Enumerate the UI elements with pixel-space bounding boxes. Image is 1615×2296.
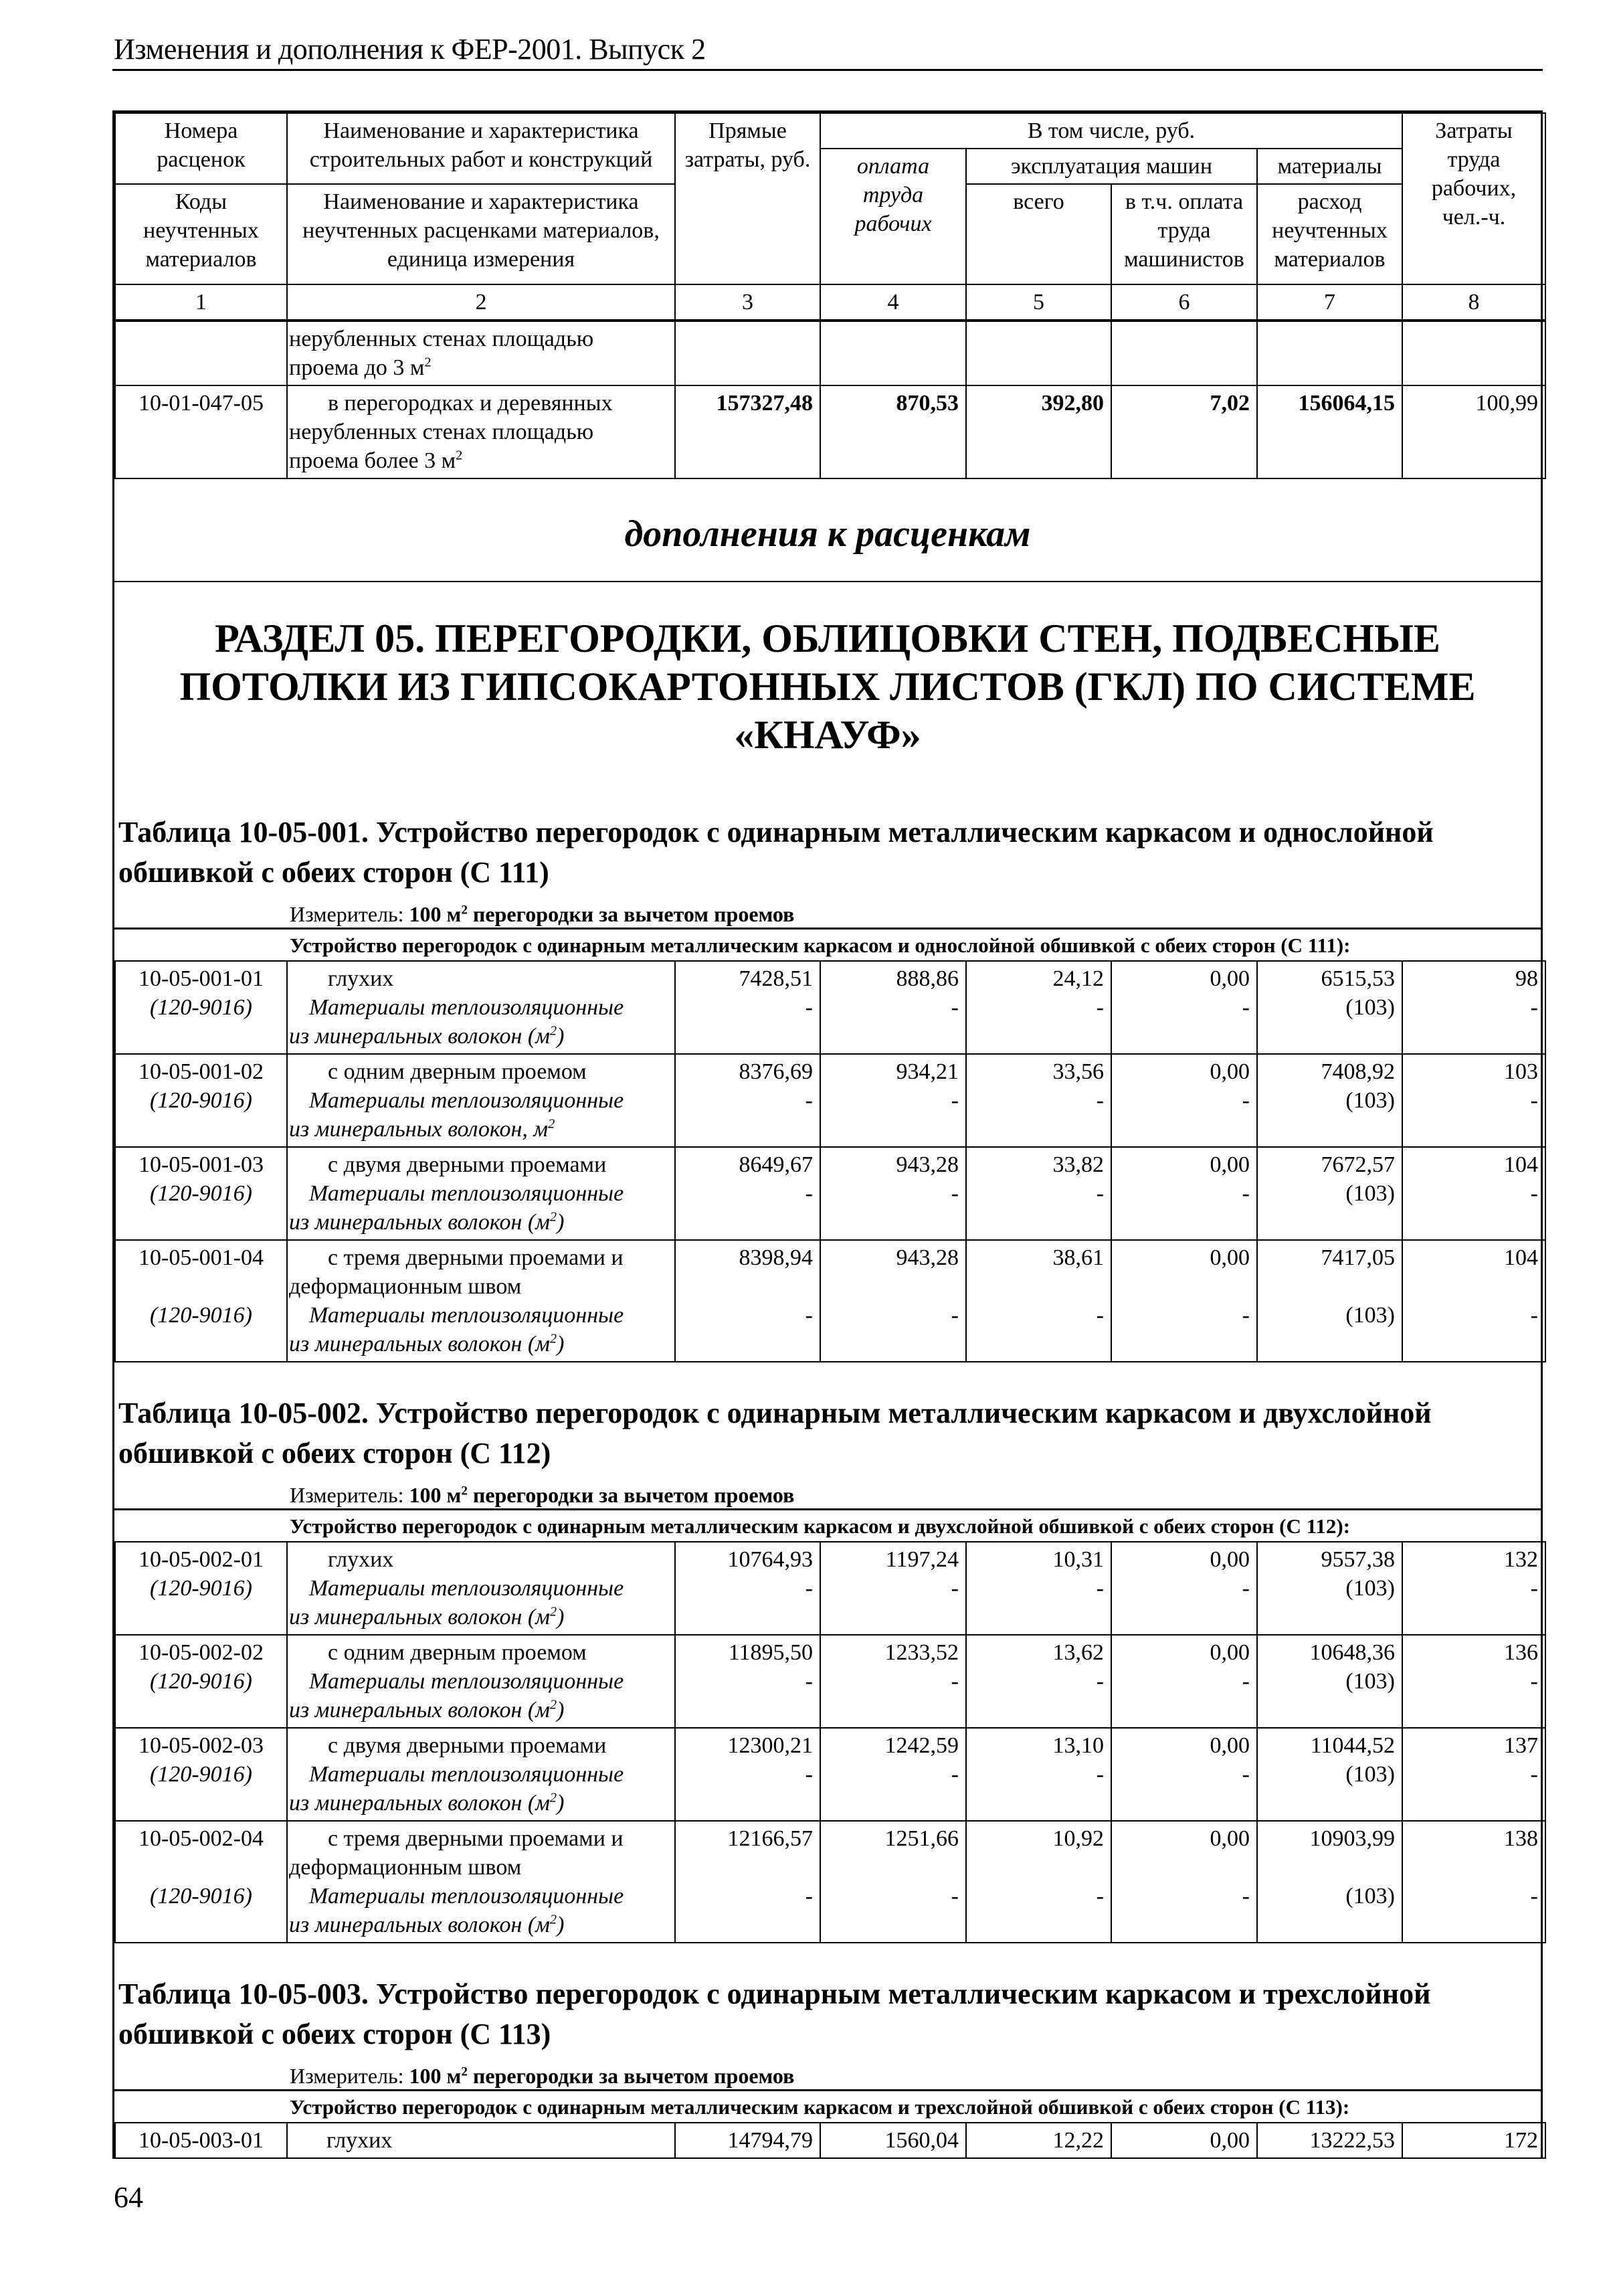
material-name: из минеральных волокон $(м^2)$ [289,1209,565,1235]
materials-cost: 11044,52 [1310,1733,1395,1758]
material-name: Материалы теплоизоляционные [309,1884,624,1909]
header-group-including: В том числе, руб. [820,113,1402,149]
header-col2-top: Наименование и характеристика строительных работ и конструкций [287,113,675,184]
labor-hours: 98 [1515,966,1538,991]
labor-pay: 1197,24 [885,1547,959,1572]
section-title: РАЗДЕЛ 05. ПЕРЕГОРОДКИ, ОБЛИЦОВКИ СТЕН, ПОДВЕСНЫЕ ПОТОЛКИ ИЗ ГИПСОКАРТОННЫХ ЛИСТОВ (ГКЛ) ПО СИСТЕМЕ «КНАУФ» [179,616,1476,757]
rates-table-10-05-003 [114,2122,1546,2159]
column-number: 3 [675,284,820,320]
direct-costs: 7428,51 [739,966,813,991]
meter: Измеритель: 100 $м^2$ перегородки за вычетом проемов [114,2054,1541,2091]
labor-pay: 888,86 [896,966,959,991]
labor-pay: 943,28 [896,1245,959,1270]
machines-total: 24,12 [1052,966,1104,991]
labor-hours: 104 [1504,1152,1538,1177]
materials-cost: 10903,99 [1309,1826,1395,1851]
header-col6: в т.ч. оплата труда машинистов [1111,184,1257,284]
column-number: 6 [1111,284,1257,320]
labor-hours: 132 [1504,1547,1538,1572]
rate-code: 10-05-002-02 [138,1640,264,1665]
labor-pay: 1251,66 [884,1826,959,1851]
pricing-sheet [112,110,1543,2159]
rate-code: 10-05-001-02 [138,1059,264,1084]
header-group-machines: эксплуатация машин [966,149,1257,184]
work-name: нерубленных стенах площадью [289,327,594,351]
machinists-pay: 0,00 [1210,1245,1250,1270]
machinists-pay: 0,00 [1111,2123,1257,2158]
rate-code [115,321,287,385]
table-row [115,321,1545,385]
rates-table-10-05-002 [114,1541,1546,1943]
material-name: из минеральных волокон $(м^2)$ [289,1912,565,1937]
labor-hours: 104 [1504,1245,1538,1270]
header-col4: оплата труда рабочих [820,149,966,284]
machines-total: 33,56 [1052,1059,1104,1084]
rates-table-10-05-001 [114,960,1546,1362]
material-name: Материалы теплоизоляционные [309,1088,624,1113]
table-title: Таблица 10-05-001. Устройство перегородок с одинарным металлическим каркасом и однослойной обшивкой с обеих сторон (С 111) [118,816,1434,889]
work-name: с двумя дверными проемами [328,1733,607,1758]
machines-total: 10,92 [1052,1826,1104,1851]
material-qty: (103) [1345,1088,1395,1113]
material-name: Материалы теплоизоляционные [309,1762,624,1787]
labor-pay: 1560,04 [820,2123,966,2158]
table-row: 10-05-001-04 (120-9016) с тремя дверными проемами и деформационным швом Материалы теплоизоляционные из минеральных волокон $(м^2)$ 8398,94 - 943,28 - 38,61 - 0,00 - 7417,05 (103) 104 - [115,1240,1545,1362]
direct-costs: 11895,50 [728,1640,813,1665]
material-name: Материалы теплоизоляционные [309,1181,624,1206]
column-number: 1 [115,284,287,320]
table-row [115,385,1545,478]
labor-hours: 138 [1504,1826,1538,1851]
material-name: из минеральных волокон $(м^2)$ [289,1604,565,1629]
rate-code: 10-05-003-01 [115,2123,287,2158]
work-name: с одним дверным проемом [328,1059,587,1084]
material-name: из минеральных волокон $(м^2)$ [289,1697,565,1723]
group-heading: Устройство перегородок с одинарным металлическим каркасом и трехслойной обшивкой с обеих сторон (С 113): [290,2095,1350,2119]
material-name: Материалы теплоизоляционные [309,1576,624,1601]
table-row: 10-05-002-01 (120-9016) глухих Материалы теплоизоляционные из минеральных волокон $(м^2)$ 10764,93 - 1197,24 - 10,31 - 0,00 - 9557,38 (103) 132 - [115,1542,1545,1635]
column-number: 5 [966,284,1111,320]
labor-hours: 136 [1504,1640,1538,1665]
header-col1-top: Номера расценок [115,113,287,184]
machinists-pay: 0,00 [1210,1059,1250,1084]
labor-hours: 137 [1504,1733,1538,1758]
machines-total: 13,62 [1052,1640,1104,1665]
material-name: Материалы теплоизоляционные [309,995,624,1020]
machinists-pay: 0,00 [1210,1733,1250,1758]
labor-pay: 1242,59 [884,1733,959,1758]
work-name: деформационным швом [289,1274,522,1299]
material-name: из минеральных волокон $(м^2)$ [289,1023,565,1049]
table-title: Таблица 10-05-003. Устройство перегородок с одинарным металлическим каркасом и трехслойной обшивкой с обеих сторон (С 113) [118,1977,1431,2050]
material-name: из минеральных волокон $(м^2)$ [289,1790,565,1816]
header-col1-bottom: Коды неучтенных материалов [115,184,287,284]
direct-costs: 10764,93 [727,1547,813,1572]
rate-code: 10-05-002-01 [138,1547,264,1572]
material-code: (120-9016) [150,1762,252,1787]
rate-code: 10-01-047-05 [115,385,287,478]
direct-costs: 8649,67 [739,1152,813,1177]
material-qty: (103) [1345,1303,1395,1328]
work-name: с двумя дверными проемами [328,1152,607,1177]
labor-pay: 1233,52 [884,1640,959,1665]
page-number: 64 [114,2181,143,2214]
materials-cost: 7408,92 [1321,1059,1395,1084]
material-qty: (103) [1345,1181,1395,1206]
table-row: 10-05-001-03 (120-9016) с двумя дверными проемами Материалы теплоизоляционные из минеральных волокон $(м^2)$ 8649,67 - 943,28 - 33,82 - 0,00 - 7672,57 (103) 104 - [115,1147,1545,1240]
table-row: 10-05-002-03 (120-9016) с двумя дверными проемами Материалы теплоизоляционные из минеральных волокон $(м^2)$ 12300,21 - 1242,59 - 13,10 - 0,00 - 11044,52 (103) 137 - [115,1728,1545,1821]
materials-cost: 9557,38 [1321,1547,1395,1572]
machinists-pay: 0,00 [1210,1547,1250,1572]
work-name: нерубленных стенах площадью [289,420,594,444]
group-heading: Устройство перегородок с одинарным металлическим каркасом и однослойной обшивкой с обеих сторон (С 111): [290,934,1351,957]
work-name: глухих [328,966,394,991]
material-name: из минеральных волокон, $м^2$ [289,1116,555,1142]
materials-cost: 6515,53 [1321,966,1395,991]
direct-costs: 14794,79 [675,2123,820,2158]
header-col7: расход неучтенных материалов [1257,184,1402,284]
direct-costs: 8376,69 [739,1059,813,1084]
column-number: 7 [1257,284,1402,320]
material-qty: (103) [1345,1762,1395,1787]
header-col5: всего [966,184,1111,284]
machines-total: 13,10 [1052,1733,1104,1758]
machinists-pay: 0,00 [1210,1826,1250,1851]
materials-cost: 7672,57 [1321,1152,1395,1177]
work-name: деформационным швом [289,1855,522,1880]
meter: Измеритель: 100 $м^2$ перегородки за вычетом проемов [114,893,1541,930]
table-row [115,2123,1545,2158]
materials-cost: 7417,05 [1321,1245,1395,1270]
material-qty: (103) [1345,1669,1395,1694]
work-name: в перегородках и деревянных [328,391,613,416]
rate-code: 10-05-001-03 [138,1152,264,1177]
machines-total: 38,61 [1052,1245,1104,1270]
meter: Измеритель: 100 $м^2$ перегородки за вычетом проемов [114,1474,1541,1510]
table-title: Таблица 10-05-002. Устройство перегородок с одинарным металлическим каркасом и двухслойной обшивкой с обеих сторон (С 112) [118,1397,1432,1470]
machines-total: 33,82 [1052,1152,1104,1177]
supplement-label: дополнения к расценкам [114,487,1541,582]
machines-total: 392,80 [966,385,1111,478]
header-col8: Затраты труда рабочих, чел.-ч. [1402,113,1545,284]
labor-pay: 943,28 [896,1152,959,1177]
material-name: Материалы теплоизоляционные [309,1669,624,1694]
material-code: (120-9016) [150,1088,252,1113]
group-heading: Устройство перегородок с одинарным металлическим каркасом и двухслойной обшивкой с обеих сторон (С 112): [290,1514,1351,1538]
machinists-pay: 7,02 [1111,385,1257,478]
direct-costs: 12300,21 [727,1733,813,1758]
labor-hours: 103 [1504,1059,1538,1084]
work-name: глухих [328,1547,394,1572]
work-name: с тремя дверными проемами и [328,1826,624,1851]
direct-costs: 8398,94 [739,1245,813,1270]
header-col3: Прямые затраты, руб. [675,113,820,284]
labor-hours: 100,99 [1402,385,1545,478]
material-code: (120-9016) [150,1181,252,1206]
material-qty: (103) [1345,1576,1395,1601]
table-row: 10-05-001-01 (120-9016) глухих Материалы теплоизоляционные из минеральных волокон $(м^2)$ 7428,51 - 888,86 - 24,12 - 0,00 - 6515,53 (103) 98 - [115,961,1545,1054]
column-number-row [115,284,1545,320]
material-code: (120-9016) [150,995,252,1020]
rate-code: 10-05-002-03 [138,1733,264,1758]
materials-cost: 13222,53 [1257,2123,1402,2158]
header-group-materials: материалы [1257,149,1402,184]
material-qty: (103) [1345,1884,1395,1909]
labor-pay: 870,53 [820,385,966,478]
table-row: 10-05-002-04 (120-9016) с тремя дверными проемами и деформационным швом Материалы теплоизоляционные из минеральных волокон $(м^2)$ 12166,57 - 1251,66 - 10,92 - 0,00 - 10903,99 (103) 138 - [115,1821,1545,1943]
column-number: 4 [820,284,966,320]
header-rule [112,69,1543,71]
labor-pay: 934,21 [896,1059,959,1084]
machinists-pay: 0,00 [1210,1152,1250,1177]
material-name: Материалы теплоизоляционные [309,1303,624,1328]
work-name: с тремя дверными проемами и [328,1245,624,1270]
column-number: 8 [1402,284,1545,320]
labor-hours: 172 [1402,2123,1545,2158]
rate-code: 10-05-001-04 [138,1245,264,1270]
table-row: 10-05-002-02 (120-9016) с одним дверным проемом Материалы теплоизоляционные из минеральных волокон $(м^2)$ 11895,50 - 1233,52 - 13,62 - 0,00 - 10648,36 (103) 136 - [115,1635,1545,1728]
material-code: (120-9016) [150,1884,252,1909]
material-code: (120-9016) [150,1576,252,1601]
material-code: (120-9016) [150,1303,252,1328]
work-name: глухих [287,2123,675,2158]
rate-code: 10-05-002-04 [138,1826,264,1851]
material-qty: (103) [1345,995,1395,1020]
material-code: (120-9016) [150,1669,252,1694]
running-header: Изменения и дополнения к ФЕР-2001. Выпуск 2 [114,33,706,66]
direct-costs: 12166,57 [727,1826,813,1851]
header-col2-bottom: Наименование и характеристика неучтенных расценками материалов, единица измерения [287,184,675,284]
machines-total: 12,22 [966,2123,1111,2158]
machines-total: 10,31 [1052,1547,1104,1572]
work-name: проема до 3 $м^2$ [289,355,432,380]
column-header-table [114,112,1546,321]
work-name: проема более 3 $м^2$ [289,448,463,473]
material-name: из минеральных волокон $(м^2)$ [289,1331,565,1356]
column-number: 2 [287,284,675,320]
materials-cost: 10648,36 [1309,1640,1395,1665]
rate-code: 10-05-001-01 [138,966,264,991]
table-row: 10-05-001-02 (120-9016) с одним дверным проемом Материалы теплоизоляционные из минеральных волокон, $м^2$ 8376,69 - 934,21 - 33,56 - 0,00 - 7408,92 (103) 103 - [115,1054,1545,1147]
direct-costs: 157327,48 [675,385,820,478]
machinists-pay: 0,00 [1210,1640,1250,1665]
continuation-table [114,321,1546,479]
machinists-pay: 0,00 [1210,966,1250,991]
materials-cost: 156064,15 [1257,385,1402,478]
work-name: с одним дверным проемом [328,1640,587,1665]
